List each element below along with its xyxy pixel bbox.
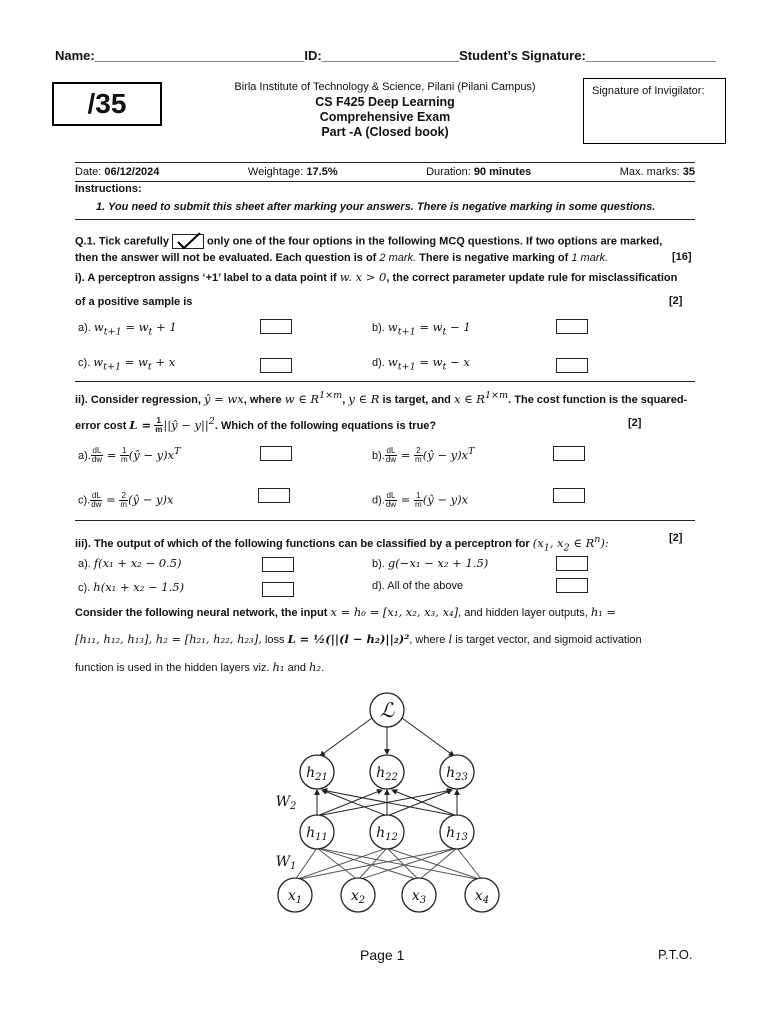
qiii-text: iii). The output of which of the following functions can be classified by a perceptron for ($x_1$, $x_2$ ∈ $R^n$): — [75, 534, 609, 554]
divider — [75, 162, 695, 163]
qi-text-line2: of a positive sample is — [75, 296, 193, 308]
qiii-option-a: a). f(x₁ + x₂ − 0.5) — [78, 556, 182, 570]
qi-marks: [2] — [669, 295, 683, 307]
qi-option-a: a). $w_{t+1} = w_t + 1$ — [78, 320, 177, 338]
score-text: /35 — [87, 88, 127, 119]
invigilator-label: Signature of Invigilator: — [592, 85, 705, 97]
qii-text: ii). Consider regression, ŷ = wx, where w ∈ $R^{1\times m}$, y ∈ R is target, and x ∈ $R^{1\times m}$. The cost function is the squared- — [75, 390, 688, 406]
qi-checkbox-c[interactable] — [260, 358, 292, 373]
qii-option-b: b). $\frac{dL}{dw}$ = $\frac{2}{m}$ (ŷ − $y)x^T$ — [372, 446, 475, 465]
label-h12: $h_{12}$ — [376, 825, 398, 843]
qiii-option-b: b). g(−x₁ − x₂ + 1.5) — [372, 556, 489, 570]
date-field: Date: 06/12/2024 — [75, 166, 160, 178]
qii-option-c: c). $\frac{dL}{dw}$ = $\frac{2}{m}$ (ŷ − y)x — [78, 491, 174, 509]
max-marks-field: Max. marks: 35 — [619, 166, 695, 178]
qi-option-c: c). $w_{t+1} = w_t + x$ — [78, 355, 176, 373]
exam-meta-row — [75, 166, 695, 178]
name-blank[interactable]: _____________________________ — [94, 48, 305, 63]
loss-label: ℒ — [379, 698, 395, 722]
qi-checkbox-a[interactable] — [260, 319, 292, 334]
instructions-title: Instructions: — [75, 183, 142, 195]
id-blank[interactable]: ___________________ — [321, 48, 460, 63]
qi-option-d: d). $w_{t+1} = w_t - x$ — [372, 355, 470, 373]
qii-text-line2: error cost L = $\frac{1}{m}$ ||ŷ − $y||^2$. Which of the following equations is true? — [75, 416, 437, 435]
divider — [75, 520, 695, 521]
qii-checkbox-b[interactable] — [553, 446, 585, 461]
qii-option-d: d). $\frac{dL}{dw}$ = $\frac{1}{m}$ (ŷ − y)x — [372, 491, 469, 509]
id-label: ID: — [304, 48, 322, 63]
label-w1: $W_1$ — [275, 854, 297, 872]
label-h11: $h_{11}$ — [306, 825, 328, 843]
nn-description-line2: [h₁₁, h₁₂, h₁₃], h₂ = [h₂₁, h₂₂, h₂₃], loss L = ½(||(l − h₂)||₂)², where l is target vector, and sigmoid activation — [75, 632, 642, 646]
pto-label: P.T.O. — [658, 947, 693, 962]
qii-checkbox-d[interactable] — [553, 488, 585, 503]
qii-marks: [2] — [628, 417, 642, 429]
label-x1: $x_1$ — [287, 888, 303, 906]
qiii-checkbox-c[interactable] — [262, 582, 294, 597]
qi-text: i). A perceptron assigns ‘+1’ label to a data point if w. x > 0, the correct parameter update rule for misclassification — [75, 270, 678, 284]
qiii-option-c: c). h(x₁ + x₂ − 1.5) — [78, 580, 185, 594]
label-h23: $h_{23}$ — [446, 765, 468, 783]
label-w2: $W_2$ — [275, 794, 297, 812]
name-label: Name: — [55, 48, 95, 63]
divider — [75, 181, 695, 182]
nn-description-line1: Consider the following neural network, the input x = h₀ = [x₁, x₂, x₃, x₄], and hidden layer outputs, h₁ = — [75, 605, 617, 619]
weightage-field: Weightage: 17.5% — [247, 166, 338, 178]
label-h13: $h_{13}$ — [446, 825, 468, 843]
divider — [75, 219, 695, 220]
qiii-checkbox-d[interactable] — [556, 578, 588, 593]
check-mark-icon — [172, 234, 204, 249]
qi-checkbox-d[interactable] — [556, 358, 588, 373]
score-box — [52, 82, 162, 126]
qi-option-b: b). $w_{t+1} = w_t - 1$ — [372, 320, 471, 338]
institution-name: Birla Institute of Technology & Science, Pilani (Pilani Campus) — [234, 81, 536, 93]
edges-x-to-h1 — [295, 848, 482, 880]
qiii-option-d: d). All of the above — [372, 580, 464, 592]
exam-header — [200, 80, 570, 140]
q1-marks: [16] — [672, 251, 692, 263]
edges-h1-to-h2 — [317, 790, 457, 816]
exam-title: Comprehensive Exam — [319, 110, 451, 124]
qiii-checkbox-b[interactable] — [556, 556, 588, 571]
label-x3: $x_3$ — [411, 888, 427, 906]
label-h22: $h_{22}$ — [376, 765, 398, 783]
qi-checkbox-b[interactable] — [556, 319, 588, 334]
qiii-checkbox-a[interactable] — [262, 557, 294, 572]
student-info-line — [55, 48, 716, 63]
label-x2: $x_2$ — [350, 888, 366, 906]
nn-description-line3: function is used in the hidden layers viz. h₁ and h₂. — [75, 660, 325, 674]
qii-option-a: a). $\frac{dL}{dw}$ = $\frac{1}{m}$ (ŷ − $y)x^T$ — [78, 446, 181, 465]
label-h21: $h_{21}$ — [306, 765, 328, 783]
course-title: CS F425 Deep Learning — [315, 95, 455, 109]
qii-checkbox-a[interactable] — [260, 446, 292, 461]
qii-checkbox-c[interactable] — [258, 488, 290, 503]
signature-blank[interactable]: __________________ — [585, 48, 716, 63]
duration-field: Duration: 90 minutes — [426, 166, 532, 178]
neural-network-diagram — [262, 690, 512, 920]
q1-intro-line2: then the answer will not be evaluated. Each question is of 2 mark. There is negative marking of 1 mark. — [75, 252, 609, 264]
q1-intro: Q.1. Tick carefully only one of the four options in the following MCQ questions. If two options are marked, — [75, 234, 695, 249]
label-x4: $x_4$ — [474, 888, 490, 906]
page-number: Page 1 — [360, 947, 405, 963]
invigilator-signature-box[interactable] — [583, 78, 726, 144]
qiii-marks: [2] — [669, 532, 683, 544]
divider — [75, 381, 695, 382]
signature-label: Student’s Signature: — [459, 48, 586, 63]
instruction-item: 1. You need to submit this sheet after marking your answers. There is negative marking in some questions. — [96, 201, 656, 213]
exam-part: Part -A (Closed book) — [321, 125, 449, 139]
